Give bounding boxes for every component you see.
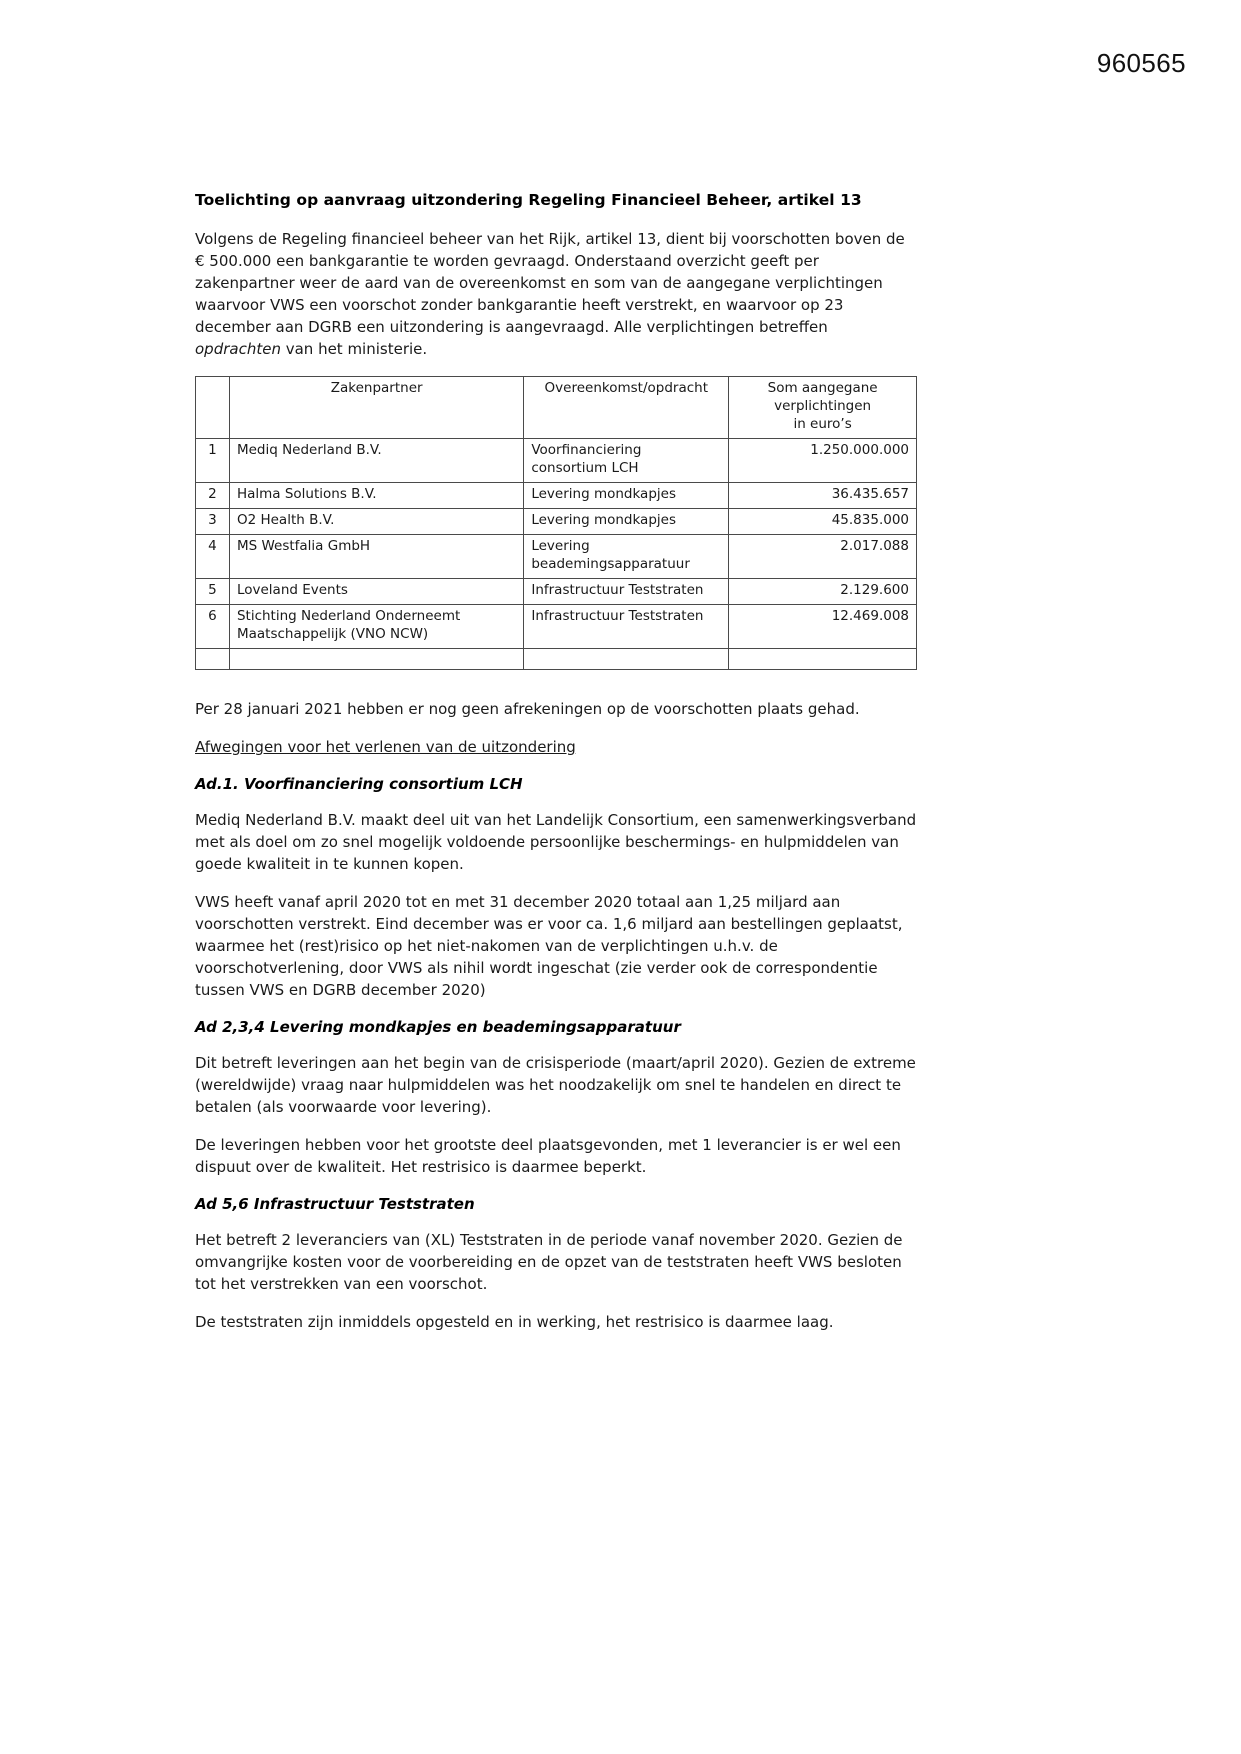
after-table-note: Per 28 januari 2021 hebben er nog geen afrekeningen op de voorschotten plaats gehad. [195,699,860,718]
row-index: 6 [196,604,230,648]
intro-emphasis: opdrachten [195,340,281,359]
intro-text-part-2: van het ministerie. [280,340,428,359]
section-2-paragraph-2: De leveringen hebben voor het grootste deel plaatsgevonden, met 1 leverancier is er wel een dispuut over de kwaliteit. Het restrisico is daarmee beperkt. [195,1136,901,1177]
row-agreement [524,648,729,669]
section-3-paragraph-1: Het betreft 2 leveranciers van (XL) Teststraten in de periode vanaf november 2020. Gezien de omvangrijke kosten voor de voorbereiding en de opzet van de teststraten heeft VWS besloten tot het verstrekken van een voorschot. [195,1231,903,1294]
row-index [196,648,230,669]
row-partner: MS Westfalia GmbH [229,534,523,578]
table-row [196,482,917,508]
column-header-sum-line2: verplichtingen [774,398,872,415]
column-header-index [196,377,230,439]
row-partner: Stichting Nederland Onderneemt Maatschappelijk (VNO NCW) [229,604,523,648]
row-partner: Halma Solutions B.V. [229,482,523,508]
table-header-row [196,377,917,439]
row-sum: 36.435.657 [729,482,917,508]
row-sum: 12.469.008 [729,604,917,648]
section-heading-1: Ad.1. Voorfinanciering consortium LCH [195,774,523,793]
column-header-partner: Zakenpartner [229,377,523,439]
row-partner: Loveland Events [229,578,523,604]
row-sum: 45.835.000 [729,508,917,534]
table-row [196,604,917,648]
row-index: 5 [196,578,230,604]
row-partner: Mediq Nederland B.V. [229,439,523,483]
section-2-paragraph-1: Dit betreft leveringen aan het begin van de crisisperiode (maart/april 2020). Gezien de extreme (wereldwijde) vraag naar hulpmiddelen was het noodzakelijk om snel te handelen en direct te betalen (als voorwaarde voor levering). [195,1054,916,1117]
column-header-sum-line1: Som aangegane [767,380,878,397]
row-agreement: Levering mondkapjes [524,482,729,508]
table-row [196,508,917,534]
row-index: 3 [196,508,230,534]
row-partner [229,648,523,669]
intro-text-part-1: Volgens de Regeling financieel beheer van het Rijk, artikel 13, dient bij voorschotten boven de € 500.000 een bankgarantie te worden gevraagd. Onderstaand overzicht geeft per zakenpartner weer de aard van de overeenkomst en som van de aangegane verplichtingen waarvoor VWS een voorschot zonder bankgarantie heeft verstrekt, en waarvoor op 23 december aan DGRB een uitzondering is aangevraagd. Alle verplichtingen betreffen [195,229,905,337]
section-heading-3: Ad 5,6 Infrastructuur Teststraten [195,1195,475,1214]
table-row-empty [196,648,917,669]
table-row [196,534,917,578]
row-sum: 1.250.000.000 [729,439,917,483]
section-heading-2: Ad 2,3,4 Levering mondkapjes en beademingsapparatuur [195,1018,681,1037]
intro-paragraph [195,228,917,360]
column-header-sum [729,377,917,439]
row-agreement: Infrastructuur Teststraten [524,578,729,604]
row-index: 1 [196,439,230,483]
document-content [195,190,917,1350]
row-sum: 2.017.088 [729,534,917,578]
considerations-heading: Afwegingen voor het verlenen van de uitzondering [195,737,576,756]
section-3-paragraph-2: De teststraten zijn inmiddels opgesteld en in werking, het restrisico is daarmee laag. [195,1313,834,1332]
row-partner: O2 Health B.V. [229,508,523,534]
row-index: 4 [196,534,230,578]
section-1-paragraph-1: Mediq Nederland B.V. maakt deel uit van het Landelijk Consortium, een samenwerkingsverband met als doel om zo snel mogelijk voldoende persoonlijke beschermings- en hulpmiddelen van goede kwaliteit in te kunnen kopen. [195,810,917,873]
page-number: 960565 [1096,48,1186,78]
page-title: Toelichting op aanvraag uitzondering Regeling Financieel Beheer, artikel 13 [195,191,862,209]
row-agreement: Levering beademingsapparatuur [524,534,729,578]
row-sum [729,648,917,669]
section-1-paragraph-2: VWS heeft vanaf april 2020 tot en met 31 december 2020 totaal aan 1,25 miljard aan voorschotten verstrekt. Eind december was er voor ca. 1,6 miljard aan bestellingen geplaatst, waarmee het (rest)risico op het niet-nakomen van de verplichtingen u.h.v. de voorschotverlening, door VWS als nihil wordt ingeschat (zie verder ook de correspondentie tussen VWS en DGRB december 2020) [195,892,903,1000]
row-index: 2 [196,482,230,508]
table-row [196,439,917,483]
row-agreement: Infrastructuur Teststraten [524,604,729,648]
table-row [196,578,917,604]
partners-table [195,376,917,669]
column-header-agreement: Overeenkomst/opdracht [524,377,729,439]
row-sum: 2.129.600 [729,578,917,604]
column-header-sum-line3: in euro’s [793,416,852,433]
row-agreement: Voorfinanciering consortium LCH [524,439,729,483]
row-agreement: Levering mondkapjes [524,508,729,534]
